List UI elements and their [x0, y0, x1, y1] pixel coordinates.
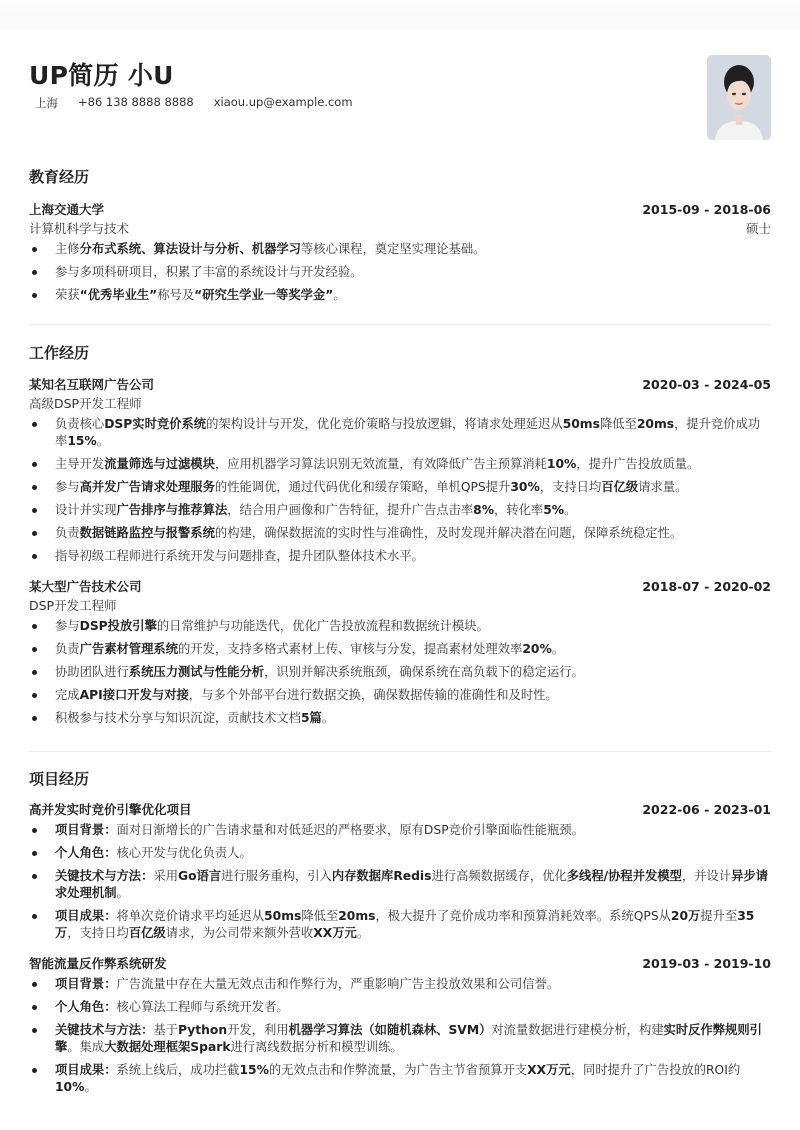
company-name: 某大型广告技术公司 [29, 579, 142, 594]
bullet-item: 关键技术与方法：采用Go语言进行服务重构，引入内存数据库Redis进行高频数据缓存，优化多线程/协程并发模型，并设计异步请求处理机制。 [29, 868, 771, 902]
section-divider [29, 324, 771, 325]
email-address: xiaou.up@example.com [213, 95, 353, 109]
job-title: 高级DSP开发工程师 [29, 396, 142, 411]
bullet-item: 项目背景：面对日渐增长的广告请求量和对低延迟的严格要求，原有DSP竞价引擎面临性能瓶颈。 [29, 822, 771, 839]
bullet-item: 积极参与技术分享与知识沉淀，贡献技术文档5篇。 [29, 710, 771, 727]
bullet-item: 负责数据链路监控与报警系统的构建，确保数据流的实时性与准确性，及时发现并解决潜在问题，保障系统稳定性。 [29, 525, 771, 542]
bullet-item: 主修分布式系统、算法设计与分析、机器学习等核心课程，奠定坚实理论基础。 [29, 241, 771, 258]
section-title-education: 教育经历 [29, 168, 90, 186]
education-bullets [29, 241, 771, 304]
major: 计算机科学与技术 [29, 221, 130, 236]
bullet-item: 负责广告素材管理系统的开发，支持多格式素材上传、审核与分发，提高素材处理效率20%。 [29, 641, 771, 658]
bullet-item: 完成API接口开发与对接，与多个外部平台进行数据交换，确保数据传输的准确性和及时性。 [29, 687, 771, 704]
project-name: 智能流量反作弊系统研发 [29, 956, 167, 971]
projects-section [29, 768, 771, 1096]
bullet-item: 指导初级工程师进行系统开发与问题排查，提升团队整体技术水平。 [29, 548, 771, 565]
work-entry [29, 375, 771, 565]
bullet-item: 项目背景：广告流量中存在大量无效点击和作弊行为，严重影响广告主投放效果和公司信誉。 [29, 976, 771, 993]
education-section [29, 166, 771, 304]
bullet-item: 荣获“优秀毕业生”称号及“研究生学业一等奖学金”。 [29, 287, 771, 304]
school-name: 上海交通大学 [29, 202, 105, 217]
education-date: 2015-09 - 2018-06 [642, 202, 771, 217]
bullet-item: 参与DSP投放引擎的日常维护与功能迭代，优化广告投放流程和数据统计模块。 [29, 618, 771, 635]
resume-page [29, 0, 771, 1102]
project-entry [29, 954, 771, 1096]
bullet-item: 项目成果：将单次竞价请求平均延迟从50ms降低至20ms，极大提升了竞价成功率和预算消耗效率。系统QPS从20万提升至35万，支持日均百亿级请求，为公司带来额外营收XX万元。 [29, 908, 771, 942]
project-bullets [29, 976, 771, 1096]
work-entry [29, 577, 771, 727]
bullet-item: 协助团队进行系统压力测试与性能分析，识别并解决系统瓶颈，确保系统在高负载下的稳定运行。 [29, 664, 771, 681]
education-entry [29, 200, 771, 304]
phone-number: +86 138 8888 8888 [78, 95, 194, 109]
section-divider [29, 751, 771, 752]
project-name: 高并发实时竞价引擎优化项目 [29, 802, 192, 817]
portrait-icon [707, 55, 771, 140]
work-bullets [29, 618, 771, 727]
work-section [29, 342, 771, 727]
project-date: 2019-03 - 2019-10 [642, 956, 771, 971]
section-title-work: 工作经历 [29, 344, 90, 362]
bullet-item: 项目成果：系统上线后，成功拦截15%的无效点击和作弊流量，为广告主节省预算开支XX万元，同时提升了广告投放的ROI约10%。 [29, 1062, 771, 1096]
bullet-item: 参与多项科研项目，积累了丰富的系统设计与开发经验。 [29, 264, 771, 281]
bullet-item: 主导开发流量筛选与过滤模块，应用机器学习算法识别无效流量，有效降低广告主预算消耗10%，提升广告投放质量。 [29, 456, 771, 473]
project-entry [29, 800, 771, 942]
bullet-item: 个人角色：核心开发与优化负责人。 [29, 845, 771, 862]
bullet-item: 参与高并发广告请求处理服务的性能调优，通过代码优化和缓存策略，单机QPS提升30%，支持日均百亿级请求量。 [29, 479, 771, 496]
bullet-item: 负责核心DSP实时竞价系统的架构设计与开发，优化竞价策略与投放逻辑，将请求处理延迟从50ms降低至20ms，提升竞价成功率15%。 [29, 416, 771, 450]
contact-info [35, 95, 353, 111]
bullet-item: 设计并实现广告排序与推荐算法，结合用户画像和广告特征，提升广告点击率8%，转化率5%。 [29, 502, 771, 519]
project-bullets [29, 822, 771, 942]
work-date: 2020-03 - 2024-05 [642, 377, 771, 392]
work-date: 2018-07 - 2020-02 [642, 579, 771, 594]
company-name: 某知名互联网广告公司 [29, 377, 155, 392]
work-bullets [29, 416, 771, 565]
project-date: 2022-06 - 2023-01 [642, 802, 771, 817]
job-title: DSP开发工程师 [29, 598, 117, 613]
resume-header [29, 0, 771, 150]
bullet-item: 个人角色：核心算法工程师与系统开发者。 [29, 999, 771, 1016]
degree: 硕士 [745, 221, 771, 236]
bullet-item: 关键技术与方法：基于Python开发，利用机器学习算法（如随机森林、SVM）对流量数据进行建模分析，构建实时反作弊规则引擎。集成大数据处理框架Spark进行离线数据分析和模型训练。 [29, 1022, 771, 1056]
location: 上海 [35, 96, 58, 110]
section-title-projects: 项目经历 [29, 770, 90, 788]
avatar-photo [707, 55, 771, 140]
candidate-name: UP简历 小U [29, 61, 174, 90]
